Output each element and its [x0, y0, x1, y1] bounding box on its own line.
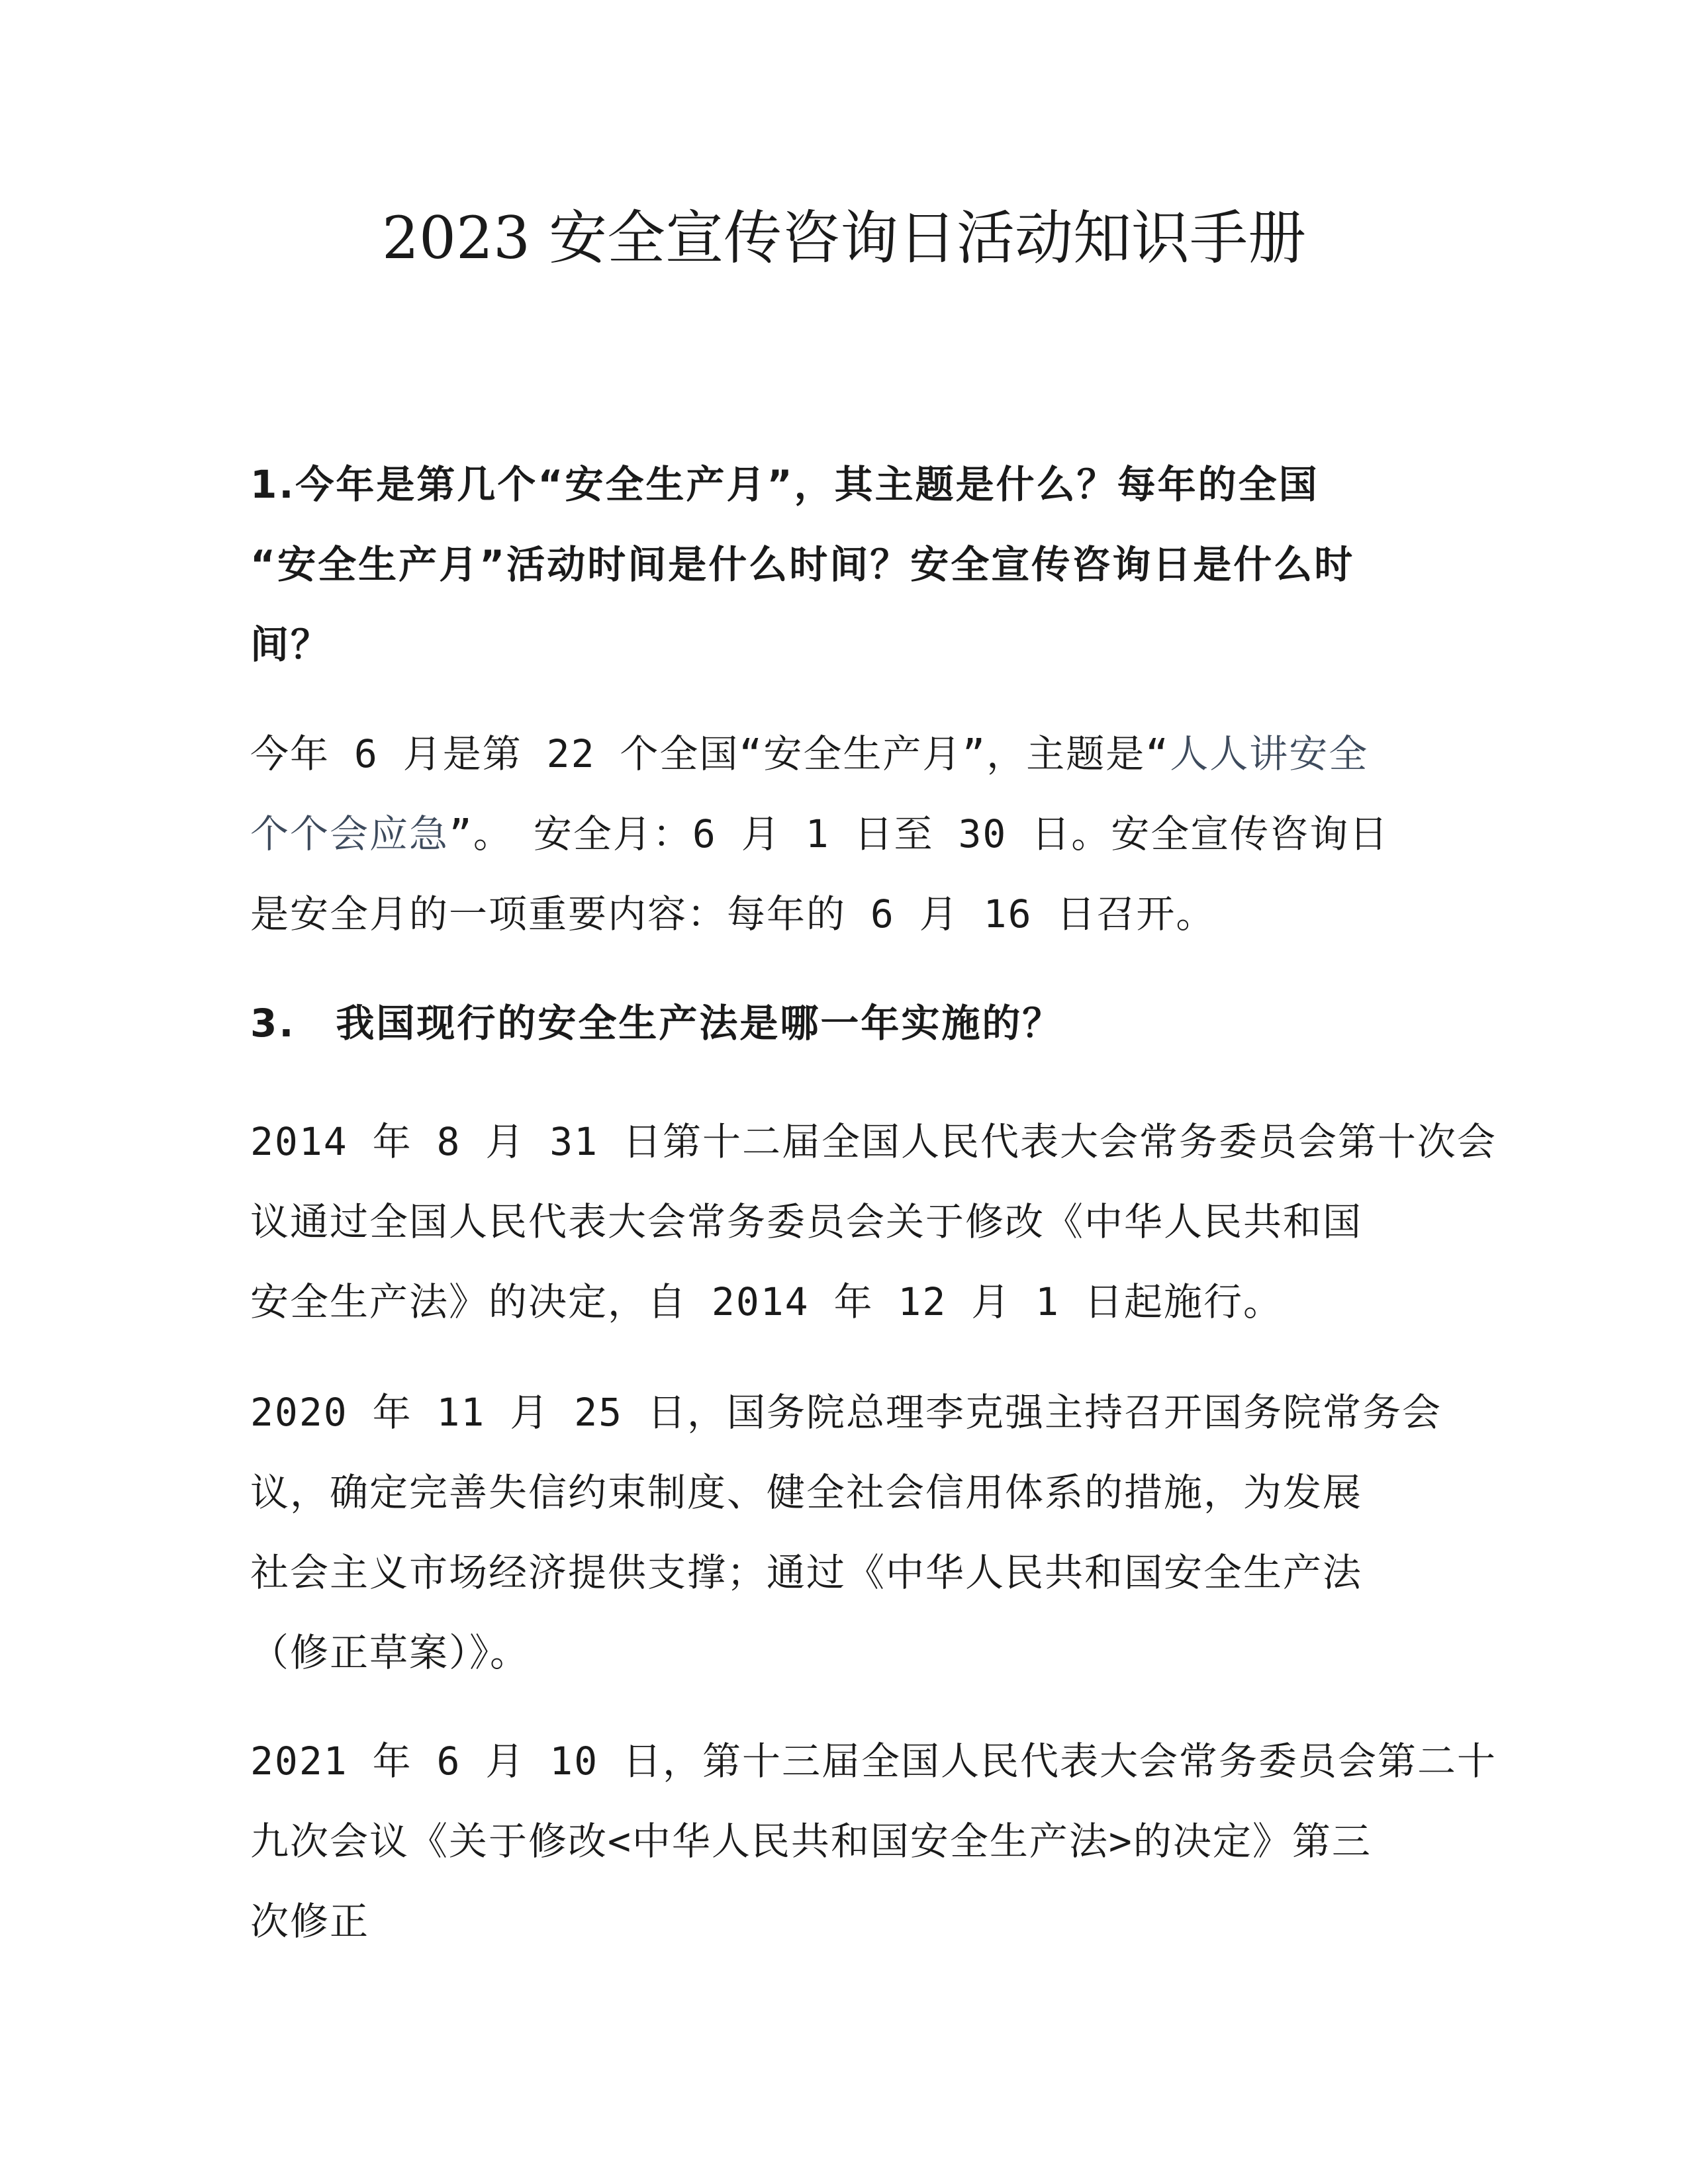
answer-3-paragraph-2 [250, 1373, 1442, 1693]
paragraph-line: 次修正 [250, 1899, 370, 1944]
answer-3-paragraph-3 [250, 1721, 1497, 1962]
answer-1-line [250, 714, 1442, 794]
paragraph-line: 九次会议《关于修改<中华人民共和国安全生产法>的决定》第三 [250, 1819, 1372, 1864]
answer-1-text: ”。 安全月：6 月 1 日至 30 日。安全宣传咨询日 [449, 811, 1389, 856]
paragraph-line: 2014 年 8 月 31 日第十二届全国人民代表大会常务委员会第十次会 [250, 1119, 1497, 1164]
question-1-line: 1.今年是第几个“安全生产月”，其主题是什么？每年的全国 [250, 462, 1319, 507]
paragraph-line: 议通过全国人民代表大会常务委员会关于修改《中华人民共和国 [250, 1199, 1363, 1244]
theme-highlight: 个个会应急 [250, 811, 449, 856]
paragraph-line: 议，确定完善失信约束制度、健全社会信用体系的措施，为发展 [250, 1470, 1363, 1515]
paragraph-line: 2021 年 6 月 10 日，第十三届全国人民代表大会常务委员会第二十 [250, 1739, 1497, 1784]
question-1-line: 间？ [250, 622, 332, 667]
paragraph-line: （修正草案）》。 [250, 1630, 530, 1675]
question-3-line: 3. 我国现行的安全生产法是哪一年实施的？ [250, 1001, 1063, 1046]
question-1 [250, 445, 1442, 685]
answer-1-text: 今年 6 月是第 22 个全国“安全生产月”，主题是“ [250, 731, 1170, 776]
answer-1-line: 是安全月的一项重要内容：每年的 6 月 16 日召开。 [250, 891, 1216, 936]
paragraph-line: 2020 年 11 月 25 日，国务院总理李克强主持召开国务院常务会 [250, 1390, 1442, 1435]
paragraph-line: 安全生产法》的决定，自 2014 年 12 月 1 日起施行。 [250, 1279, 1283, 1324]
answer-1-line [250, 794, 1442, 874]
paragraph-line: 社会主义市场经济提供支撑；通过《中华人民共和国安全生产法 [250, 1550, 1363, 1595]
theme-highlight: 人人讲安全 [1170, 731, 1369, 776]
answer-3-paragraph-1 [250, 1102, 1497, 1342]
question-1-line: “安全生产月”活动时间是什么时间？安全宣传咨询日是什么时 [250, 542, 1355, 587]
document-title: 2023 安全宣传咨询日活动知识手册 [382, 204, 1306, 272]
answer-1 [250, 714, 1442, 954]
question-3 [250, 983, 1442, 1064]
